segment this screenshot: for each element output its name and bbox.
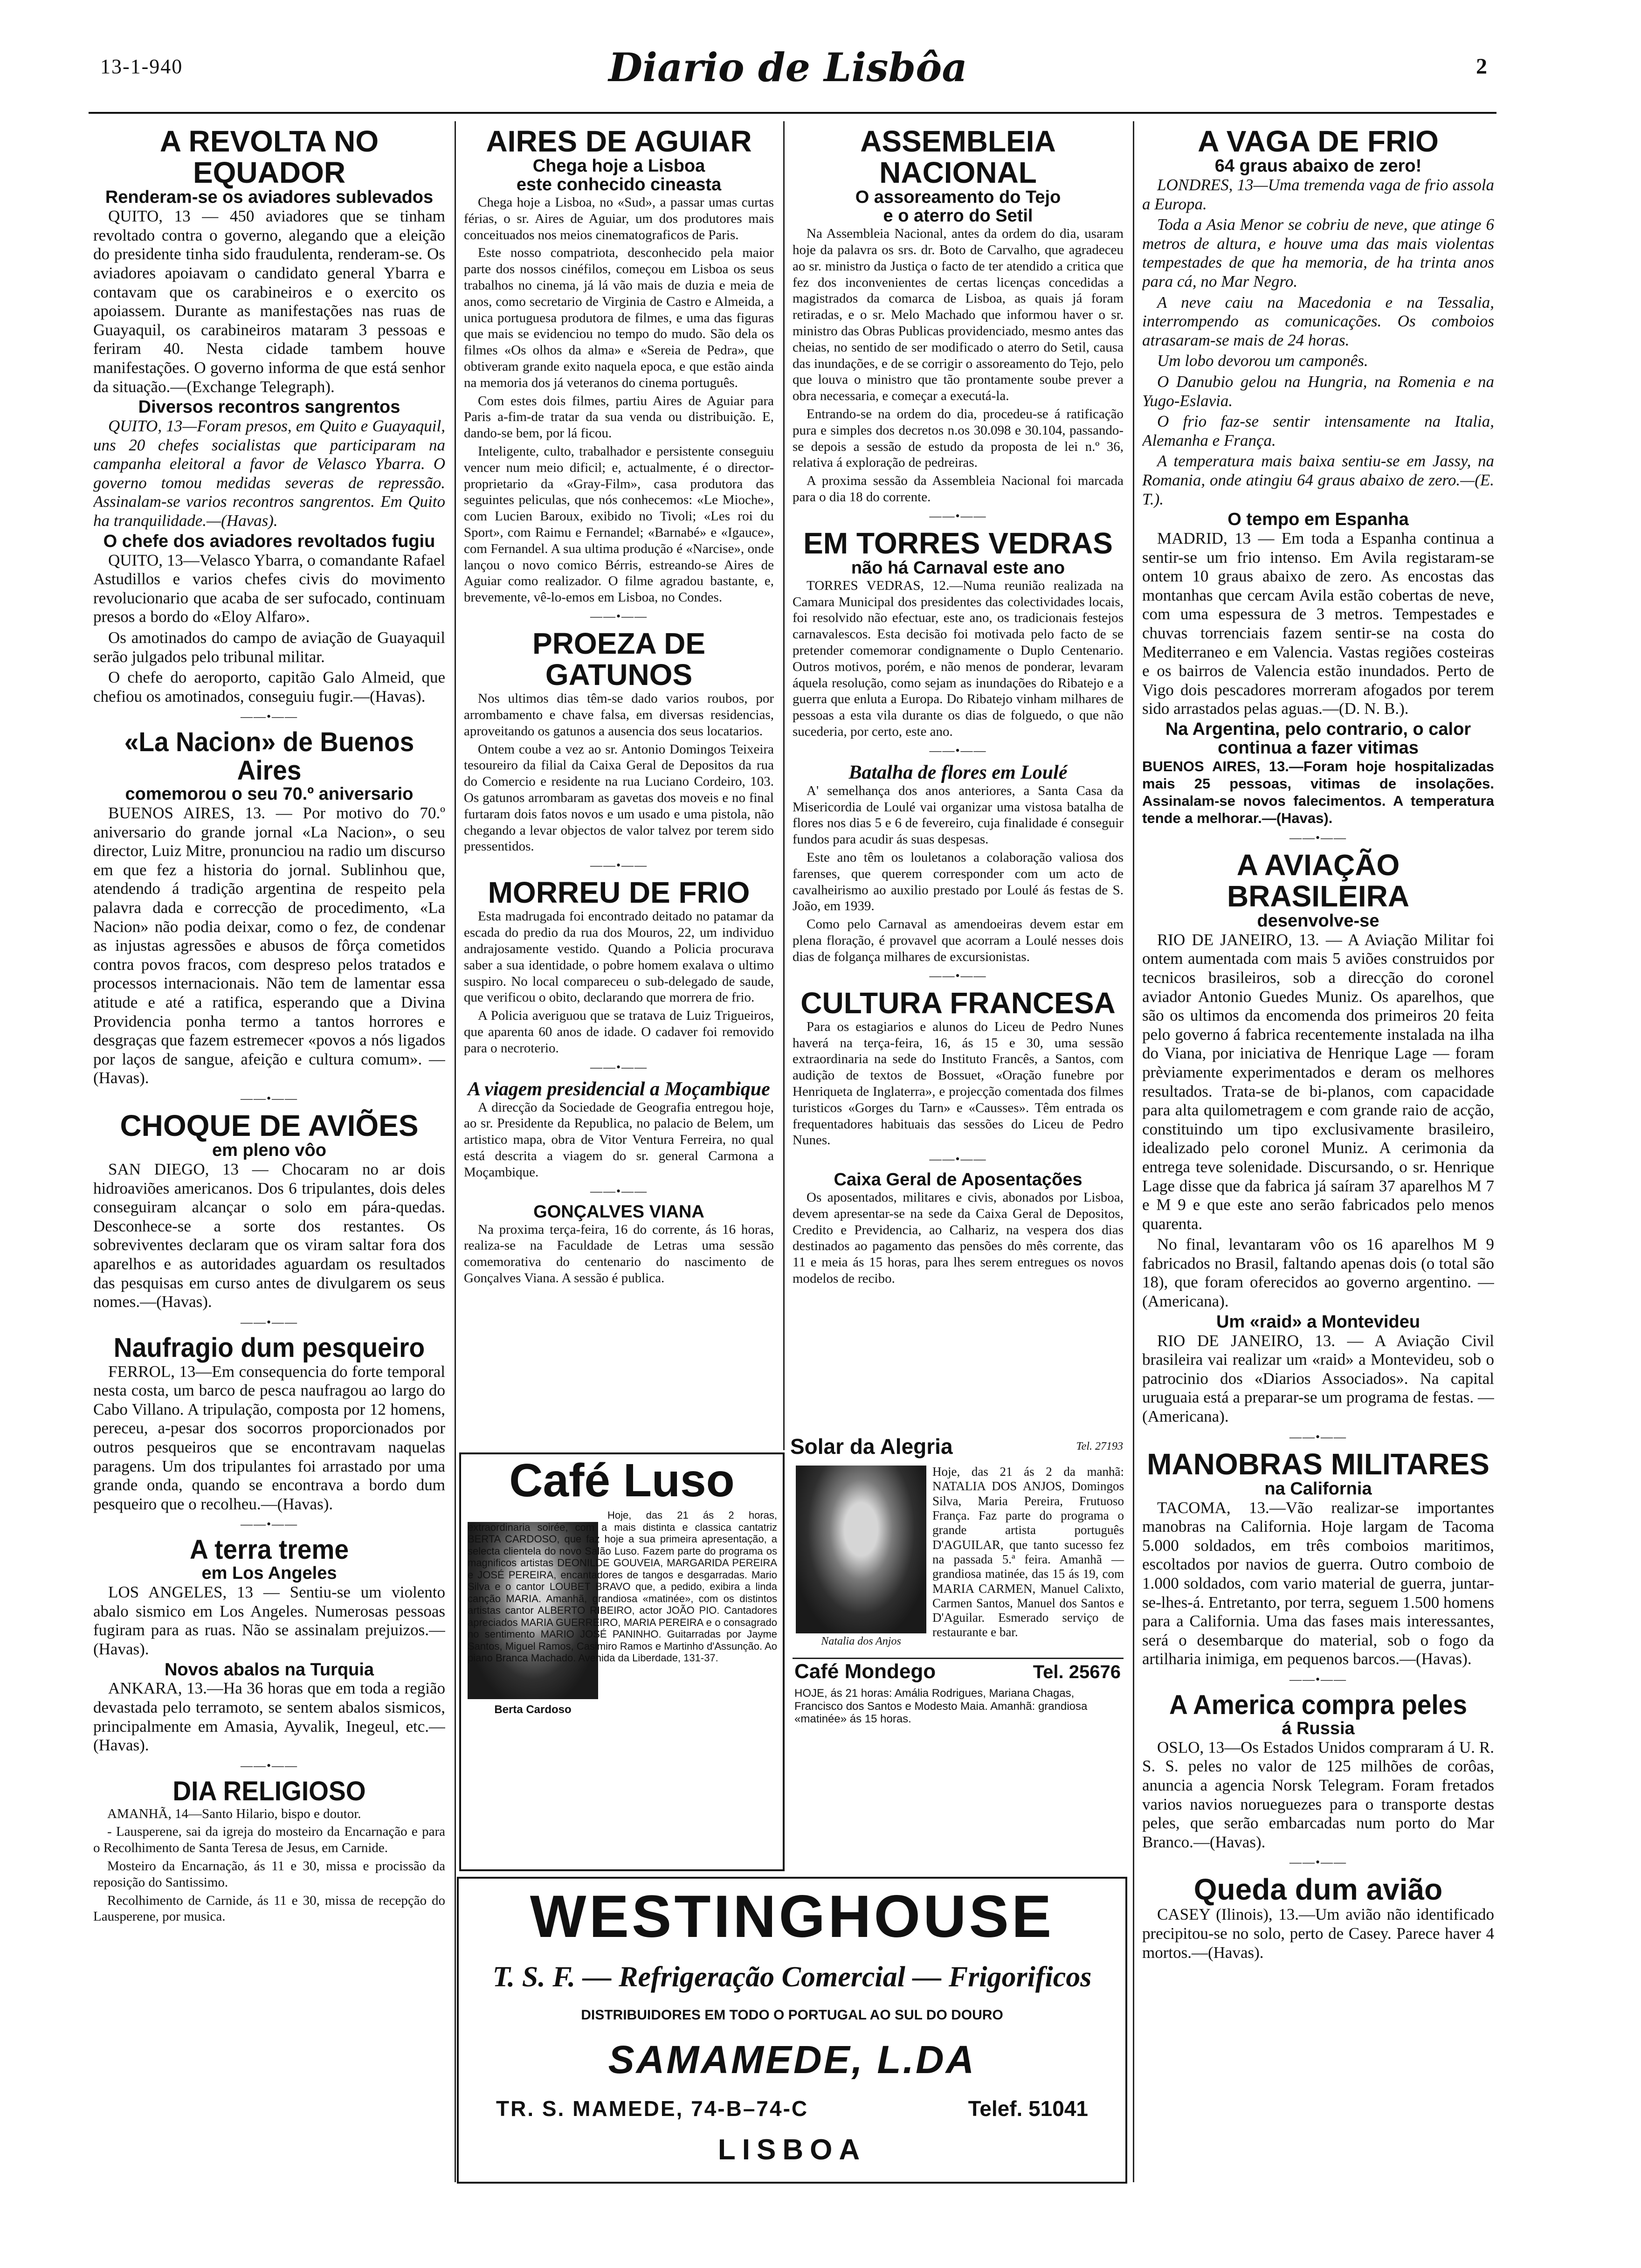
article-paragraph: Inteligente, culto, trabalhador e persistente conseguiu vencer num meio dificil; e, actualmente, é o director-proprietario da «Gray-Film», casa produtora das seguintes peliculas, que nós conhecemos: «Le Mioche», com Lucien Baroux, exibido no Tivoli; «Les roi du Sport», com Raimu e Fernandel; «Barnabé» e «Igauce», com Fernandel. A sua ultima produção é «Narcise», onde lançou o novo comico Bérris, estreando-se Aires de Aguiar como realizador. O filme agradou bastante, e, brevemente, vê-lo-emos em Lisboa, no Condes. <box>464 443 774 605</box>
section-ornament: ——•—— <box>1289 1672 1347 1686</box>
section-ornament: ——•—— <box>240 1091 298 1105</box>
article-paragraph: A proxima sessão da Assembleia Nacional foi marcada para o dia 18 do corrente. <box>793 473 1124 505</box>
advert-rule <box>793 1658 1124 1659</box>
cafe-luso-title: Café Luso <box>509 1454 735 1507</box>
article-paragraph: QUITO, 13—Velasco Ybarra, o comandante Rafael Astudillos e varios chefes civis do movimento revolucionario que acaba de ser sufocado, continuam presos a bordo do «Eloy Alfaro». <box>93 551 445 626</box>
article-paragraph: TORRES VEDRAS, 12.—Numa reunião realizada na Camara Municipal dos presidentes das colectividades locais, foi resolvido não efectuar, este ano, os tradicionais festejos carnavalescos. Esta decisão foi motivada pelo facto de se pretender comemorar condignamente o Duplo Centenario. Outros motivos, porém, e não menos de ponderar, levaram áquela resolução, como sejam as inundações do Ribatejo e a guerra que enluta a Europa. Do Ribatejo vinham milhares de pessoas a esta vila durante os dias de folguedo, o que não sucederia, por certo, este ano. <box>793 578 1124 739</box>
headline: PROEZA DE GATUNOS <box>532 626 705 692</box>
column-4 <box>1142 126 1494 2178</box>
article-paragraph: A temperatura mais baixa sentiu-se em Jassy, na Romania, onde atingiu 64 graus abaixo de zero.—(E. T.). <box>1142 452 1494 508</box>
article-paragraph: LOS ANGELES, 13 — Sentiu-se um violento abalo sismico em Los Angeles. Numerosas pessoas fugiram para as ruas. Não se assinalam prejuizos.—(Havas). <box>93 1583 445 1658</box>
subheadline: Chega hoje a Lisboa <box>532 156 705 176</box>
article-paragraph: BUENOS AIRES, 13. — Por motivo do 70.º aniversario do grande jornal «La Nacion», o seu director, Luiz Mitre, pronunciou na radio um discurso em que fez a historia do jornal. Sublinhou que, atendendo á tradição argentina de respeito pela palavra dada e correcção de procedimento, «La Nacion» não podia deixar, como o fez, de condenar as injustas agressões e abusos de fôrça cometidos contra povos fracos, com despreso pelos tratados e processos internacionais. Não tem de lamentar essa atitude e até a ratifica, esperando que a Divina Providencia ponha termo a tantos horrores e desgraças que fazem estremecer «povos a nós ligados por laços de sangue, afeição e cultura comum». — (Havas). <box>93 803 445 1087</box>
page-header <box>89 44 1487 105</box>
section-ornament: ——•—— <box>929 509 987 523</box>
headline: ASSEMBLEIA NACIONAL <box>860 126 1056 190</box>
section-ornament: ——•—— <box>240 710 298 724</box>
article-paragraph: Toda a Asia Menor se cobriu de neve, que atinge 6 metros de altura, e houve uma das mais violentas tempestades de que ha memoria, de ha trinta anos para cá, no Mar Negro. <box>1142 215 1494 291</box>
natalia-anjos-photo <box>796 1466 926 1633</box>
article-paragraph: Os aposentados, militares e civis, abonados por Lisboa, devem apresentar-se na sede da Caixa Geral de Depositos, Credito e Previdencia, ao Calhariz, na vespera dos dias destinados ao pagamento das pensões do mês corrente, das 11 e meia ás 15 horas, para lhes serem entregues os novos modelos de recibo. <box>793 1190 1124 1286</box>
column-1 <box>93 126 445 2178</box>
article-paragraph: Nos ultimos dias têm-se dado varios roubos, por arrombamento e chave falsa, em diversas residencias, aproveitando os gatunos a ausencia dos seus locatarios. <box>464 691 774 739</box>
article-paragraph: O frio faz-se sentir intensamente na Italia, Alemanha e França. <box>1142 412 1494 449</box>
headline: A REVOLTA NO EQUADOR <box>159 126 379 190</box>
westinghouse-products: T. S. F. — Refrigeração Comercial — Frigorificos <box>492 1961 1092 1993</box>
headline: AIRES DE AGUIAR <box>486 126 752 158</box>
section-ornament: ——•—— <box>590 1184 648 1198</box>
subheadline: Novos abalos na Turquia <box>164 1660 374 1680</box>
headline: A viagem presidencial a Moçambique <box>468 1078 770 1100</box>
solar-alegria-text: Hoje, das 21 ás 2 da manhã: NATALIA DOS ANJOS, Domingos Silva, Maria Pereira, Frutuoso França. Faz parte do programa o grande artista português D'AGUILAR, que tanto sucesso fez na passada 5.ª feira. Amanhã — grandiosa matinée, das 15 ás 19, com MARIA CARMEN, Manuel Calixto, Carmen Santos, Manuel dos Santos e D'Aguilar. Esmerado serviço de restaurante e bar. <box>932 1465 1124 1639</box>
article-paragraph: QUITO, 13—Foram presos, em Quito e Guayaquil, uns 20 chefes socialistas que participaram na campanha eleitoral a favor de Velasco Ybarra. O governo tomou medidas severas de repressão. Assinalam-se varios recontros sangrentos. Em Quito ha tranquilidade.—(Havas). <box>93 417 445 530</box>
article-paragraph: LONDRES, 13—Uma tremenda vaga de frio assola a Europa. <box>1142 176 1494 213</box>
article-paragraph: No final, levantaram vôo os 16 aparelhos M 9 fabricados no Brasil, faltando apenas dois (o total são 18), que foram oferecidos ao governo argentino. — (Americana). <box>1142 1235 1494 1311</box>
article-paragraph: O Danubio gelou na Hungria, na Romenia e na Yugo-Eslavia. <box>1142 373 1494 410</box>
subheadline: e o aterro do Setil <box>883 206 1033 226</box>
article-paragraph: MADRID, 13 — Em toda a Espanha continua a sentir-se um frio intenso. Em Avila registaram-se ontem 10 graus abaixo de zero. As encostas das montanhas que cercam Avila estão cobertas de neve, com uma espessura de 3 metros. Tempestades e chuvas torrenciais fazem sentir-se na costa do Mediterraneo e em Valencia. Vastas regiões costeiras e os bairros de Valencia estão inundados. Perto de Vigo dois pescadores morreram afogados por terem sido arrastados pelas aguas.—(D. N. B.). <box>1142 529 1494 718</box>
cafe-mondego-phone: Tel. 25676 <box>1033 1662 1121 1682</box>
subheadline: em pleno vôo <box>212 1141 326 1161</box>
article-paragraph: Entrando-se na ordem do dia, procedeu-se á ratificação pura e simples dos decretos n.os 30.098 e 30.104, passando-se depois a sessão de estudo da proposta de lei n.º 36, relativa á exploração de pedreiras. <box>793 406 1124 470</box>
headline: A AVIAÇÃO BRASILEIRA <box>1227 848 1410 913</box>
column-2 <box>464 126 774 1492</box>
subheadline: O tempo em Espanha <box>1227 510 1409 530</box>
samamede-address: TR. S. MAMEDE, 74-B–74-C <box>496 2096 809 2121</box>
article-paragraph: BUENOS AIRES, 13.—Foram hoje hospitalizadas mais 25 pessoas, vitimas de insolações. Assinalam-se novos falecimentos. A temperatura tende a melhorar.—(Havas). <box>1142 758 1494 827</box>
westinghouse-brand: WESTINGHOUSE <box>530 1883 1055 1950</box>
samamede-company: SAMAMEDE, L.DA <box>608 2038 976 2081</box>
column-3 <box>793 126 1124 1413</box>
article-paragraph: Na proxima terça-feira, 16 do corrente, ás 16 horas, realiza-se na Faculdade de Letras uma sessão comemorativa do centenario do nascimento de Gonçalves Viana. A sessão é publica. <box>464 1222 774 1286</box>
article-paragraph: ANKARA, 13.—Ha 36 horas que em toda a região devastada pelo terramoto, se sentem abalos sismicos, principalmente em Amasia, Ayvalik, Inegeul, etc.—(Havas). <box>93 1679 445 1755</box>
subheadline: Caixa Geral de Aposentações <box>834 1170 1083 1190</box>
subheadline: comemorou o seu 70.º aniversario <box>125 784 414 804</box>
article-paragraph: Chega hoje a Lisboa, no «Sud», a passar umas curtas férias, o sr. Aires de Aguiar, um dos produtores mais conceituados nos meios cinematograficos de Paris. <box>464 194 774 242</box>
samamede-phone: Telef. 51041 <box>968 2096 1088 2121</box>
cafe-mondego-text: HOJE, ás 21 horas: Amália Rodrigues, Mariana Chagas, Francisco dos Santos e Modesto Maia. Amanhã: grandiosa «matinée» ás 15 horas. <box>794 1687 1088 1725</box>
article-paragraph: Um lobo devorou um camponês. <box>1157 352 1368 370</box>
subheadline: O chefe dos aviadores revoltados fugiu <box>103 531 435 551</box>
section-ornament: ——•—— <box>240 1315 298 1329</box>
cafe-mondego-title: Café Mondego <box>794 1660 936 1683</box>
westinghouse-distribution: DISTRIBUIDORES EM TODO O PORTUGAL AO SUL DO DOURO <box>581 2007 1003 2023</box>
headline: Queda dum avião <box>1193 1873 1443 1907</box>
subheadline: á Russia <box>1282 1718 1355 1738</box>
column-divider <box>455 121 456 2182</box>
page-number: 2 <box>1476 54 1487 79</box>
article-paragraph: A direcção da Sociedade de Geografia entregou hoje, ao sr. Presidente da Republica, no palacio de Belem, um artistico mapa, obra de Vitor Ventura Ferreira, no qual está descrita a viagem do sr. general Carmona a Moçambique. <box>464 1099 774 1180</box>
berta-cardoso-caption: Berta Cardoso <box>494 1703 572 1716</box>
section-ornament: ——•—— <box>1289 830 1347 844</box>
cafe-mondego-advert <box>793 1660 1124 1725</box>
article-paragraph: TACOMA, 13.—Vão realizar-se importantes manobras na California. Hoje largam de Tacoma 5.000 soldados, em três comboios maritimos, escoltados por navios de guerra. Outro comboio de 1.000 soldados, com vario material de guerra, juntar-se-lhes-á. Entretanto, por terra, seguem 1.500 homens para a California. Uma das fases mais interessantes, será o desembarque do material, sob o fogo da artilharia inimiga, em pequenos barcos.—(Havas). <box>1142 1498 1494 1668</box>
article-paragraph: Recolhimento de Carnide, ás 11 e 30, missa de recepção do Lausperene, por musica. <box>93 1893 445 1924</box>
section-ornament: ——•—— <box>590 858 648 872</box>
masthead: Diario de Lisbôa <box>608 44 967 90</box>
cafe-luso-advert <box>459 1452 785 1871</box>
section-ornament: ——•—— <box>929 968 987 982</box>
headline: MANOBRAS MILITARES <box>1147 1447 1489 1481</box>
subheadline: O assoreamento do Tejo <box>855 187 1061 207</box>
article-paragraph: SAN DIEGO, 13 — Chocaram no ar dois hidroaviões americanos. Dos 6 tripulantes, dois deles conseguiram alcançar o solo em pára-quedas. Desconhece-se a sorte dos restantes. Os sobreviventes declaram que os viram saltar fora dos aparelhos e as autoridades aguardam os resultados das pesquisas em curso antes de divulgarem os seus nomes.—(Havas). <box>93 1160 445 1311</box>
subheadline: na California <box>1264 1479 1372 1499</box>
natalia-anjos-caption: Natalia dos Anjos <box>821 1635 901 1647</box>
article-paragraph: CASEY (Ilinois), 13.—Um avião não identificado precipitou-se no solo, perto de Casey. Parece haver 4 mortos.—(Havas). <box>1142 1905 1494 1962</box>
article-paragraph: A' semelhança dos anos anteriores, a Santa Casa da Misericordia de Loulé vai organizar uma vistosa batalha de flores nos dias 5 e 6 de fevereiro, cuja finalidade é conseguir fundos para acudir ás suas despesas. <box>793 783 1124 847</box>
article-paragraph: Para os estagiarios e alunos do Liceu de Pedro Nunes haverá na terça-feira, 16, ás 15 e 30, uma sessão extraordinaria na sede do Instituto Francês, a Santos, com audição de textos de Bossuet, «Oração funebre por Henriqueta de Inglaterra», e projecção comentada dos filmes turisticos «Gorges du Tarn» e «Causses». Têm entrada os frequentadores habituais das sessões do Liceu de Pedro Nunes. <box>793 1019 1124 1148</box>
subheadline: GONÇALVES VIANA <box>533 1202 704 1222</box>
subheadline: Diversos recontros sangrentos <box>138 397 400 417</box>
section-ornament: ——•—— <box>1289 1430 1347 1444</box>
headline: A VAGA DE FRIO <box>1198 126 1439 158</box>
subheadline: Um «raid» a Montevideu <box>1216 1312 1420 1332</box>
column-divider <box>1133 121 1134 2182</box>
headline: Batalha de flores em Loulé <box>848 761 1068 783</box>
cafe-luso-text: Hoje, das 21 ás 2 horas, extraordinaria soirée, com a mais distinta e classica cantatriz BERTA CARDOSO, que faz hoje a sua primeira apresentação, a selecta clientela do novo Salão Luso. Fazem parte do programa os magnificos artistas DEONILDE GOUVEIA, MARGARIDA PEREIRA e JOSÉ PEREIRA, encantadores de tangos e desgarradas. Mario Silva e o cantor LOUBET BRAVO que, a pedido, exibira a linda canção MARIA. Amanhã, grandiosa «matinée», com os distintos artistas cantor ALBERTO RIBEIRO, actor JOÃO PIO. Cantadores apreciados MARIA GUERREIRO, MARIA PEREIRA e o consagrado no sentimento MARIO JOSÉ PANINHO. Guitarradas por Jayme Santos, Miguel Ramos, Casimiro Ramos e Martinho d'Assunção. Ao piano Branca Machado. Avenida da Liberdade, 131-37. <box>468 1509 777 1664</box>
article-paragraph: A Policia averiguou que se tratava de Luiz Trigueiros, que aparenta 60 anos de idade. O cadaver foi removido para o necroterio. <box>464 1008 774 1056</box>
article-paragraph: RIO DE JANEIRO, 13. — A Aviação Militar foi ontem aumentada com mais 5 aviões construidos por tecnicos brasileiros, sob a direcção do coronel aviador Antonio Guedes Muniz. Os aparelhos, que são os ultimos da encomenda dos primeiros 20 feita pelo governo á fabrica recentemente instalada na ilha do Viana, por iniciativa de Henrique Lage — foram prèviamente experimentados e deram os melhores resultados. Trata-se de bi-planos, com capacidade para alta quilometragem e com grande raio de acção, constituindo um tipo exclusivamente brasileiro, idealizado pelo coronel Muniz. A cerimonia da entrega teve solenidade. Discursando, o sr. Henrique Lage disse que da fabrica já saíram 37 aparelhos M 7 e M 9 e que este ano serão fabricados pelo menos quarenta. <box>1142 930 1494 1233</box>
article-paragraph: Na Assembleia Nacional, antes da ordem do dia, usaram hoje da palavra os srs. dr. Boto de Carvalho, que agradeceu ao sr. ministro da Justiça o facto de ter atendido a critica que fez dos inconvenientes de certas licenças concedidas a magistrados da comarca de Lisboa, as quais já foram retiradas, e o sr. Melo Machado que informou haver o sr. ministro das Obras Publicas providenciado, mesmo antes das cheias, no sentido de ser modificado o aterro do Setil, causa das inundações, e de se corrigir o assoreamento do Tejo, pelo que louva o ministro que tão prontamente soube prever a obra necessaria, e começar a executá-la. <box>793 226 1124 404</box>
article-paragraph: Este nosso compatriota, desconhecido pela maior parte dos nossos cinéfilos, começou em Lisboa os seus trabalhos no cinema, já lá vão mais de duzia e meia de anos, como secretario de Virginia de Castro e Almeida, a unica portuguesa produtora de filmes, e uma das figuras que mais se evidenciou no tempo do mudo. São dela os filmes «Os olhos da alma» e «Sereia de Pedra», que obtiveram grande exito naquela epoca, e que estão ainda na memoria dos já veteranos do cinema português. <box>464 245 774 390</box>
section-ornament: ——•—— <box>240 1758 298 1772</box>
column-divider <box>783 121 785 1450</box>
subheadline: em Los Angeles <box>201 1563 337 1583</box>
article-paragraph: RIO DE JANEIRO, 13. — A Aviação Civil brasileira vai realizar um «raid» a Montevideu, sob o patrocinio dos «Diarios Associados». Na capital uruguaia está a preparar-se um programa de festas. — (Americana). <box>1142 1331 1494 1425</box>
article-paragraph: Este ano têm os louletanos a colaboração valiosa dos farenses, que querem corresponder com um acto de cavalheirismo ao auxilio prestado por Loulé ás festas de S. João, em 1939. <box>793 850 1124 914</box>
solar-alegria-phone: Tel. 27193 <box>1076 1440 1123 1452</box>
section-ornament: ——•—— <box>929 743 987 757</box>
headline: «La Nacion» de Buenos Aires <box>124 727 414 786</box>
article-paragraph: Os amotinados do campo de aviação de Guayaquil serão julgados pelo tribunal militar. <box>93 628 445 666</box>
headline: Naufragio dum pesqueiro <box>113 1332 425 1363</box>
article-paragraph: Mosteiro da Encarnação, ás 11 e 30, missa e procissão da reposição do Santissimo. <box>93 1859 445 1890</box>
article-paragraph: FERROL, 13—Em consequencia do forte temporal nesta costa, um barco de pesca naufragou ao largo do Cabo Villano. A tripulação, composta por 12 homens, pereceu, a-pesar dos socorros proporcionados por outros pesqueiros que se encontravam naquelas paragens. Um dos tripulantes foi arrastado por uma grande onda, quando se encontrava a bordo dum pesqueiro que o recolheu.—(Havas). <box>93 1362 445 1513</box>
article-paragraph: Como pelo Carnaval as amendoeiras devem estar em plena floração, é provavel que acorram a Loulé nesses dois dias de folgança milhares de excursionistas. <box>793 917 1124 964</box>
solar-alegria-advert <box>790 1434 1126 1653</box>
westinghouse-advert <box>457 1877 1127 2184</box>
section-ornament: ——•—— <box>590 609 648 623</box>
solar-alegria-title: Solar da Alegria <box>790 1434 953 1459</box>
section-ornament: ——•—— <box>1289 1855 1347 1869</box>
subheadline: desenvolve-se <box>1257 911 1379 931</box>
article-paragraph: AMANHÃ, 14—Santo Hilario, bispo e doutor. <box>107 1806 361 1821</box>
headline: A terra treme <box>190 1535 349 1565</box>
article-paragraph: QUITO, 13 — 450 aviadores que se tinham revoltado contra o governo, alegando que a eleição do presidente tinha sido fraudulenta, renderam-se. Os aviadores apoiavam o candidato general Ybarra e contavam que os carabineiros e o exercito os apoiassem. Durante as manifestações nas ruas de Guayaquil, os carabineiros mataram 3 pessoas e feriram 40. Nesta cidade tambem houve manifestações. O governo informa de que está senhor da situação.—(Exchange Telegraph). <box>93 207 445 396</box>
headline: A America compra peles <box>1169 1689 1468 1720</box>
subheadline: Renderam-se os aviadores sublevados <box>105 187 434 207</box>
headline: CHOQUE DE AVIÕES <box>120 1108 419 1142</box>
article-paragraph: Esta madrugada foi encontrado deitado no patamar da escada do predio da rua dos Mouros, 22, um individuo andrajosamente vestido. Quando a Policia procurava saber a sua identidade, o pobre homem exalava o ultimo suspiro. No local compareceu o sub-delegado de saude, que verificou o obito, declarando que morrera de frio. <box>464 909 774 1005</box>
subheadline: este conhecido cineasta <box>516 175 722 195</box>
header-rule <box>89 112 1496 114</box>
article-paragraph: Ontem coube a vez ao sr. Antonio Domingos Teixeira tesoureiro da filial da Caixa Geral de Depositos da rua do Comercio e residente na rua Luciano Cordeiro, 103. Os gatunos arrombaram as gavetas dos moveis e no final furtaram dois fatos novos e um usado e uma pistola, não chegando a levar objectos de valor talvez por terem sido pressentidos. <box>464 741 774 854</box>
subheadline: Na Argentina, pelo contrario, o calor continua a fazer vitimas <box>1165 719 1471 758</box>
headline: EM TORRES VEDRAS <box>803 526 1113 560</box>
section-ornament: ——•—— <box>929 1152 987 1166</box>
headline: MORREU DE FRIO <box>488 876 750 910</box>
subheadline: não há Carnaval este ano <box>851 558 1065 578</box>
samamede-city: LISBOA <box>717 2134 867 2166</box>
article-paragraph: - Lausperene, sai da igreja do mosteiro da Encarnação e para o Recolhimento de Santa Teresa de Jesus, em Carnide. <box>93 1824 445 1856</box>
subheadline: 64 graus abaixo de zero! <box>1214 156 1422 176</box>
article-paragraph: OSLO, 13—Os Estados Unidos compraram á U. R. S. S. peles no valor de 125 milhões de corôas, anuncia a agencia Norsk Telegram. Foram fretados varios navios norueguezes para o transporte destas peles, que serão embarcadas num porto do Mar Branco.—(Havas). <box>1142 1738 1494 1851</box>
article-paragraph: O chefe do aeroporto, capitão Galo Almeid, que chefiou os amotinados, conseguiu fugir.—(Havas). <box>93 668 445 705</box>
article-paragraph: Com estes dois filmes, partiu Aires de Aguiar para Paris a-fim-de tratar da sua venda ou distribuição. E, dando-se bem, por lá ficou. <box>464 393 774 441</box>
article-paragraph: A neve caiu na Macedonia e na Tessalia, interrompendo as comunicações. Os comboios atrasaram-se mais de 24 horas. <box>1142 293 1494 349</box>
issue-date: 13-1-940 <box>100 55 183 78</box>
section-ornament: ——•—— <box>240 1517 298 1531</box>
headline: CULTURA FRANCESA <box>800 986 1116 1020</box>
headline: DIA RELIGIOSO <box>172 1776 366 1806</box>
section-ornament: ——•—— <box>590 1060 648 1074</box>
